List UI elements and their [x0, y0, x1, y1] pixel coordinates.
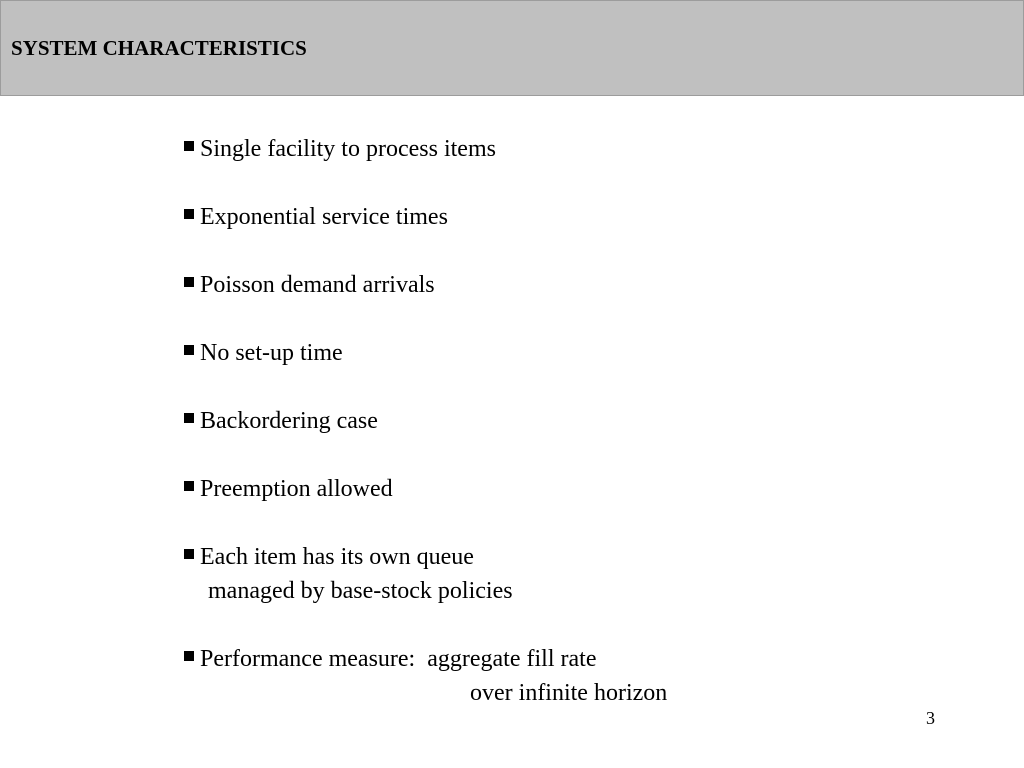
square-bullet-icon — [184, 481, 194, 491]
bullet-item — [184, 268, 667, 302]
bullet-list — [184, 132, 667, 744]
title-bar — [0, 0, 1024, 96]
square-bullet-icon — [184, 549, 194, 559]
bullet-item — [184, 404, 667, 438]
bullet-text: Performance measure: — [200, 646, 416, 672]
bullet-item — [184, 642, 667, 710]
performance-measure-value: aggregate fill rate — [427, 646, 597, 672]
bullet-line — [184, 540, 667, 574]
bullet-text: Single facility to process items — [200, 136, 496, 162]
bullet-text: Exponential service times — [200, 204, 448, 230]
bullet-item — [184, 132, 667, 166]
bullet-text: Poisson demand arrivals — [200, 272, 435, 298]
slide-title: SYSTEM CHARACTERISTICS — [11, 36, 307, 60]
bullet-item — [184, 472, 667, 506]
bullet-item — [184, 540, 667, 608]
square-bullet-icon — [184, 345, 194, 355]
bullet-line — [184, 642, 667, 676]
bullet-text: Backordering case — [200, 408, 378, 434]
bullet-item — [184, 336, 667, 370]
square-bullet-icon — [184, 651, 194, 661]
page-number: 3 — [926, 708, 935, 728]
bullet-item — [184, 200, 667, 234]
bullet-continuation: over infinite horizon — [470, 680, 668, 706]
square-bullet-icon — [184, 141, 194, 151]
square-bullet-icon — [184, 209, 194, 219]
bullet-continuation: managed by base-stock policies — [208, 578, 513, 604]
bullet-text: Preemption allowed — [200, 476, 393, 502]
square-bullet-icon — [184, 277, 194, 287]
bullet-text: No set-up time — [200, 340, 343, 366]
square-bullet-icon — [184, 413, 194, 423]
bullet-text: Each item has its own queue — [200, 544, 474, 570]
